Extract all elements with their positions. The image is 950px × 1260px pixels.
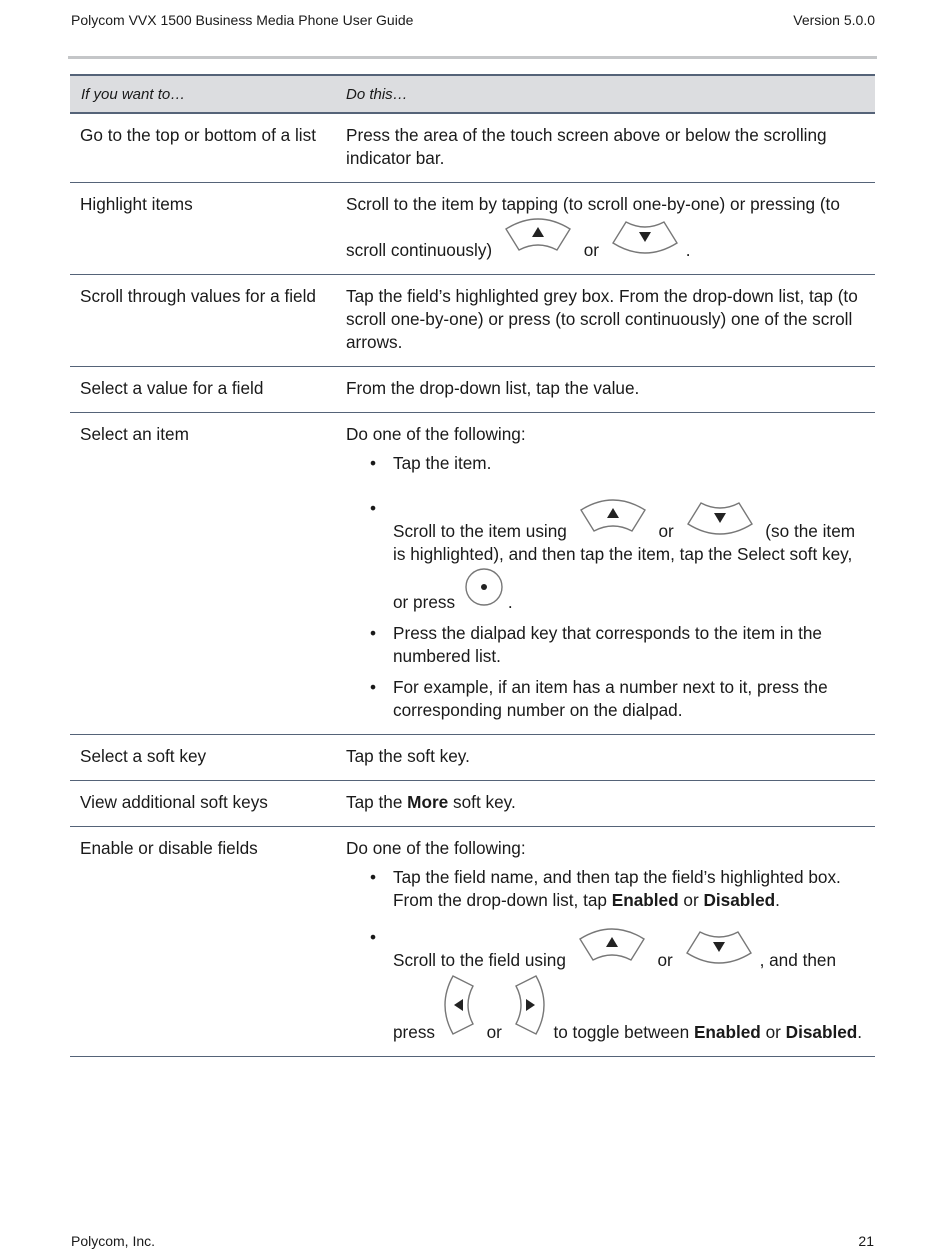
table-row [70, 413, 875, 735]
row-instructions [333, 413, 875, 735]
row-action: Scroll through values for a field [70, 275, 333, 367]
row-action: Select a soft key [70, 735, 333, 781]
table-header-row [70, 75, 875, 113]
list-item: • For example, if an item has a number next to it, press the corresponding number on the dialpad. [393, 676, 865, 722]
row-action: Highlight items [70, 183, 333, 275]
header-version: Version 5.0.0 [793, 12, 875, 28]
row-instructions: Tap the More soft key. [333, 781, 875, 827]
list-item: • Scroll to the item using or (so the item is highlighted), and then tap the item, tap the Select soft key, or press . [393, 497, 865, 614]
table-row [70, 735, 875, 781]
row-instructions: Press the area of the touch screen above or below the scrolling indicator bar. [333, 113, 875, 183]
table-row [70, 113, 875, 183]
scroll-up-arrow-icon [574, 926, 650, 966]
bullet-list [346, 452, 865, 722]
table-row [70, 781, 875, 827]
column-header-action: If you want to… [70, 75, 333, 113]
table-row [70, 827, 875, 1057]
table-row [70, 367, 875, 413]
row-instructions: Tap the soft key. [333, 735, 875, 781]
scroll-down-arrow-icon [681, 926, 757, 966]
row-instructions: Tap the field’s highlighted grey box. From the drop-down list, tap (to scroll one-by-one) or press (to scroll continuously) one of the scroll arrows. [333, 275, 875, 367]
header-divider [68, 56, 877, 59]
list-item: • Tap the item. [393, 452, 865, 475]
page-number: 21 [858, 1233, 874, 1249]
navigation-table [70, 74, 875, 1057]
list-item: • Press the dialpad key that corresponds to the item in the numbered list. [393, 622, 865, 668]
scroll-up-arrow-icon [500, 216, 576, 256]
scroll-down-arrow-icon [607, 216, 683, 256]
right-arrow-icon [510, 972, 546, 1038]
row-action: Enable or disable fields [70, 827, 333, 1057]
column-header-instructions: Do this… [333, 75, 875, 113]
bullet-list [346, 866, 865, 1044]
footer-company: Polycom, Inc. [71, 1233, 156, 1249]
select-button-icon [463, 566, 505, 608]
instructions-intro: Do one of the following: [346, 838, 526, 858]
row-instructions [333, 827, 875, 1057]
row-action: Go to the top or bottom of a list [70, 113, 333, 183]
scroll-up-arrow-icon [575, 497, 651, 537]
row-instructions: From the drop-down list, tap the value. [333, 367, 875, 413]
scroll-down-arrow-icon [682, 497, 758, 537]
table-row [70, 275, 875, 367]
more-softkey-label: More [407, 792, 449, 812]
list-item: • Tap the field name, and then tap the field’s highlighted box. From the drop-down list, tap Enabled or Disabled. [393, 866, 865, 912]
row-action: View additional soft keys [70, 781, 333, 827]
row-action: Select a value for a field [70, 367, 333, 413]
row-action: Select an item [70, 413, 333, 735]
row-instructions: Scroll to the item by tapping (to scroll one-by-one) or pressing (to scroll continuously) or . [333, 183, 875, 275]
header-title: Polycom VVX 1500 Business Media Phone User Guide [71, 12, 414, 28]
instructions-intro: Do one of the following: [346, 424, 526, 444]
left-arrow-icon [443, 972, 479, 1038]
table-row [70, 183, 875, 275]
list-item: • Scroll to the field using or , and then press or to toggle between Enabled or Disabled. [393, 926, 865, 1044]
